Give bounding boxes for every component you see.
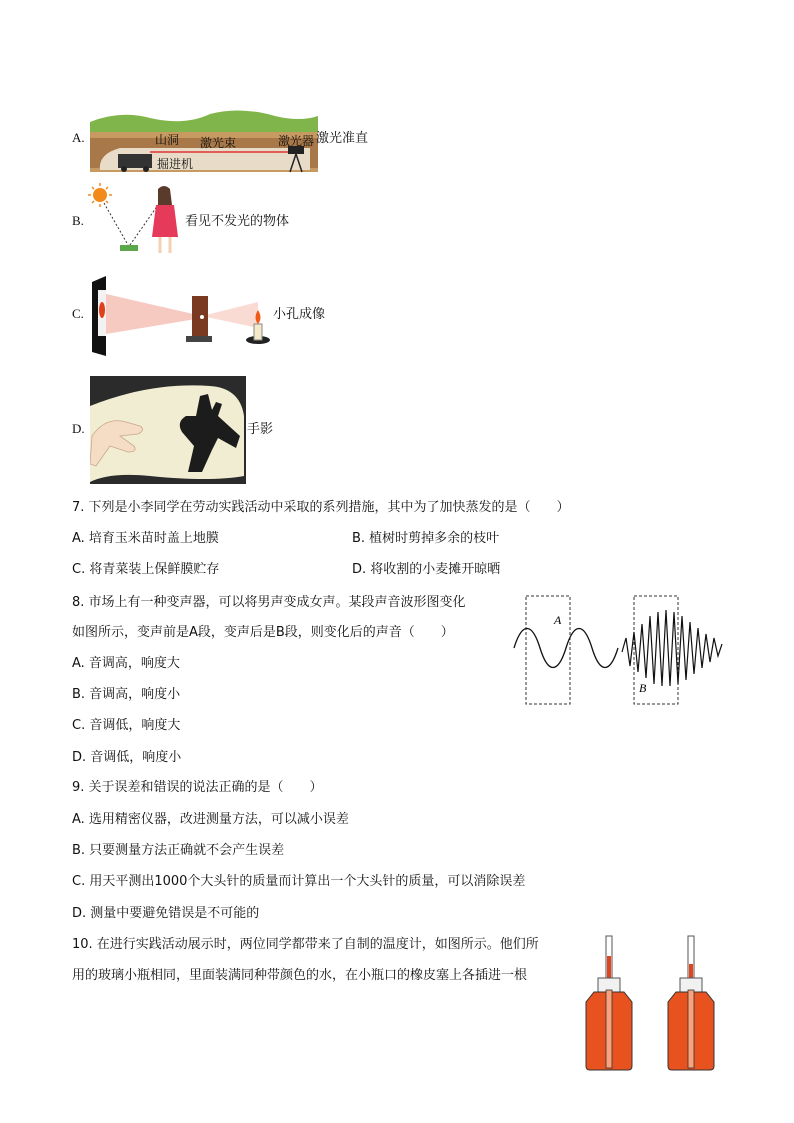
option-caption: 小孔成像 <box>273 307 326 322</box>
option-a[interactable]: A. 培育玉米苗时盖上地膜 <box>72 531 219 546</box>
pinhole-camera-illustration <box>90 272 272 358</box>
question-stem: 7. 下列是小李同学在劳动实践活动中采取的系列措施，其中为了加快蒸发的是（ ） <box>72 500 570 515</box>
option-d[interactable]: D. 将收割的小麦摊开晾晒 <box>352 562 501 577</box>
question-stem: 9. 关于误差和错误的说法正确的是（ ） <box>72 780 323 795</box>
option-c[interactable]: C. 音调低，响度大 <box>72 718 181 733</box>
option-b[interactable]: B. 植树时剪掉多余的枝叶 <box>352 531 500 546</box>
option-c[interactable]: C. 将青菜装上保鲜膜贮存 <box>72 562 220 577</box>
question-stem-line-2: 用的玻璃小瓶相同，里面装满同种带颜色的水，在小瓶口的橡皮塞上各插进一根 <box>72 968 528 983</box>
bottle-left <box>586 936 632 1070</box>
label-laser-device: 激光器 <box>278 134 315 148</box>
label-tunnel-boring-machine: 掘进机 <box>157 157 194 171</box>
sun-girl-illustration <box>88 183 184 257</box>
option-letter: D. <box>72 421 85 436</box>
option-letter: C. <box>72 306 84 321</box>
option-caption: 看见不发光的物体 <box>185 214 290 229</box>
wave-label-b: B <box>639 681 647 695</box>
option-letter: B. <box>72 213 84 228</box>
label-cave: 山洞 <box>155 133 180 147</box>
label-laser-beam: 激光束 <box>200 136 237 150</box>
thermometer-bottles-illustration <box>584 934 724 1072</box>
option-b[interactable]: B. 只要测量方法正确就不会产生误差 <box>72 843 285 858</box>
option-d[interactable]: D. 音调低，响度小 <box>72 750 182 765</box>
question-stem-line-2: 如图所示，变声前是A段，变声后是B段，则变化后的声音（ ） <box>72 625 454 640</box>
option-letter: A. <box>72 130 85 145</box>
option-c[interactable]: C. 用天平测出1000个大头针的质量而计算出一个大头针的质量，可以消除误差 <box>72 874 526 889</box>
option-a[interactable]: A. 选用精密仪器，改进测量方法，可以减小误差 <box>72 812 349 827</box>
option-caption: 激光准直 <box>316 131 369 146</box>
option-b[interactable]: B. 音调高，响度小 <box>72 687 181 702</box>
question-stem-line-1: 8. 市场上有一种变声器，可以将男声变成女声。某段声音波形图变化 <box>72 595 466 610</box>
hand-shadow-illustration <box>90 376 246 484</box>
bottle-right <box>668 936 714 1070</box>
option-a[interactable]: A. 音调高，响度大 <box>72 656 180 671</box>
wave-label-a: A <box>554 613 562 627</box>
waveform-diagram <box>512 592 728 708</box>
option-d[interactable]: D. 测量中要避免错误是不可能的 <box>72 906 260 921</box>
question-stem-line-1: 10. 在进行实践活动展示时，两位同学都带来了自制的温度计，如图所示。他们所 <box>72 937 539 952</box>
option-caption: 手影 <box>247 422 274 437</box>
